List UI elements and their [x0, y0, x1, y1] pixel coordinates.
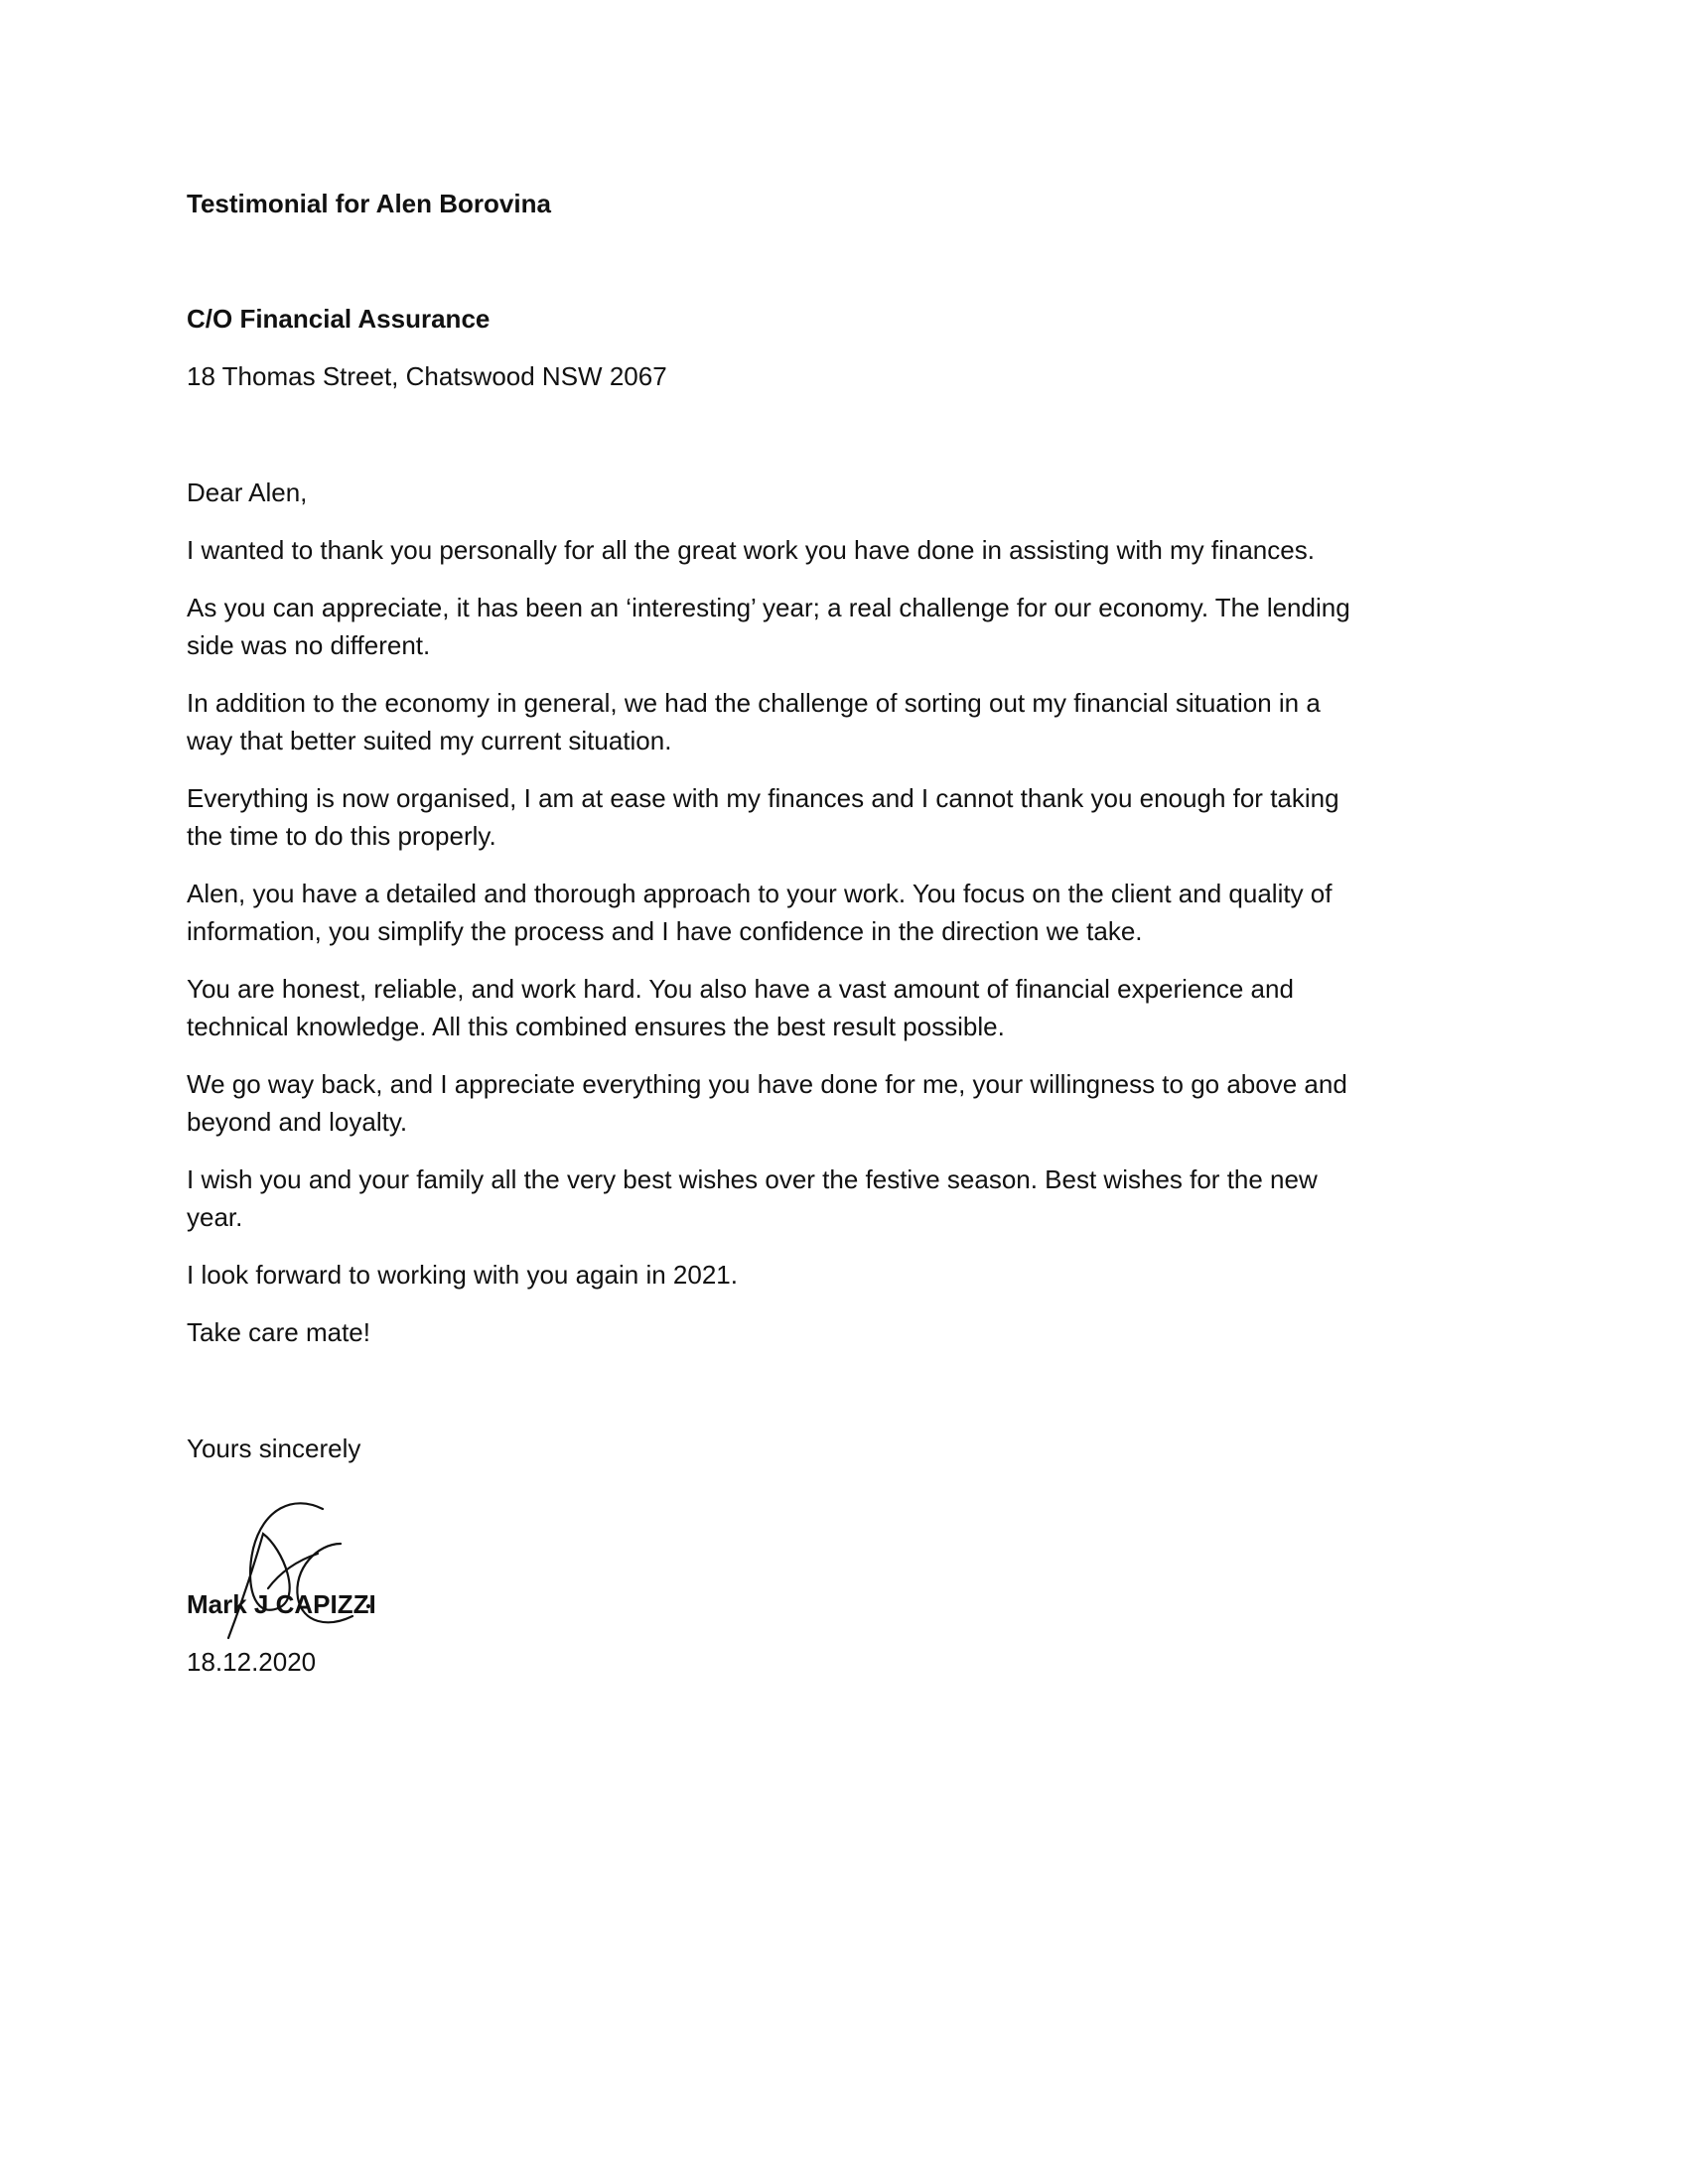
recipient-address: 18 Thomas Street, Chatswood NSW 2067 [187, 361, 667, 391]
body-paragraph-10: Take care mate! [187, 1317, 370, 1347]
body-paragraph-6: You are honest, reliable, and work hard. You also have a vast amount of financial experience and technical knowledge. All this combined ensures the best result possible. [187, 974, 1294, 1041]
body-paragraph-9: I look forward to working with you again in 2021. [187, 1260, 738, 1290]
body-paragraph-2: As you can appreciate, it has been an ‘interesting’ year; a real challenge for our economy. The lending side was no different. [187, 593, 1350, 660]
signer-name: Mark J CAPIZZI [187, 1589, 376, 1619]
letter-date: 18.12.2020 [187, 1647, 317, 1677]
handwritten-signature [223, 1489, 382, 1658]
closing: Yours sincerely [187, 1433, 361, 1463]
body-paragraph-1: I wanted to thank you personally for all the great work you have done in assisting with my finances. [187, 535, 1315, 565]
body-paragraph-7: We go way back, and I appreciate everything you have done for me, your willingness to go above and beyond and loyalty. [187, 1069, 1347, 1137]
letter-title: Testimonial for Alen Borovina [187, 189, 551, 218]
body-paragraph-8: I wish you and your family all the very best wishes over the festive season. Best wishes for the new year. [187, 1164, 1318, 1232]
salutation: Dear Alen, [187, 478, 308, 507]
body-paragraph-3: In addition to the economy in general, we had the challenge of sorting out my financial situation in a way that better suited my current situation. [187, 688, 1321, 755]
body-paragraph-5: Alen, you have a detailed and thorough approach to your work. You focus on the client and quality of information, you simplify the process and I have confidence in the direction we take. [187, 879, 1333, 946]
body-paragraph-4: Everything is now organised, I am at ease with my finances and I cannot thank you enough for taking the time to do this properly. [187, 783, 1339, 851]
recipient-organization: C/O Financial Assurance [187, 304, 491, 334]
